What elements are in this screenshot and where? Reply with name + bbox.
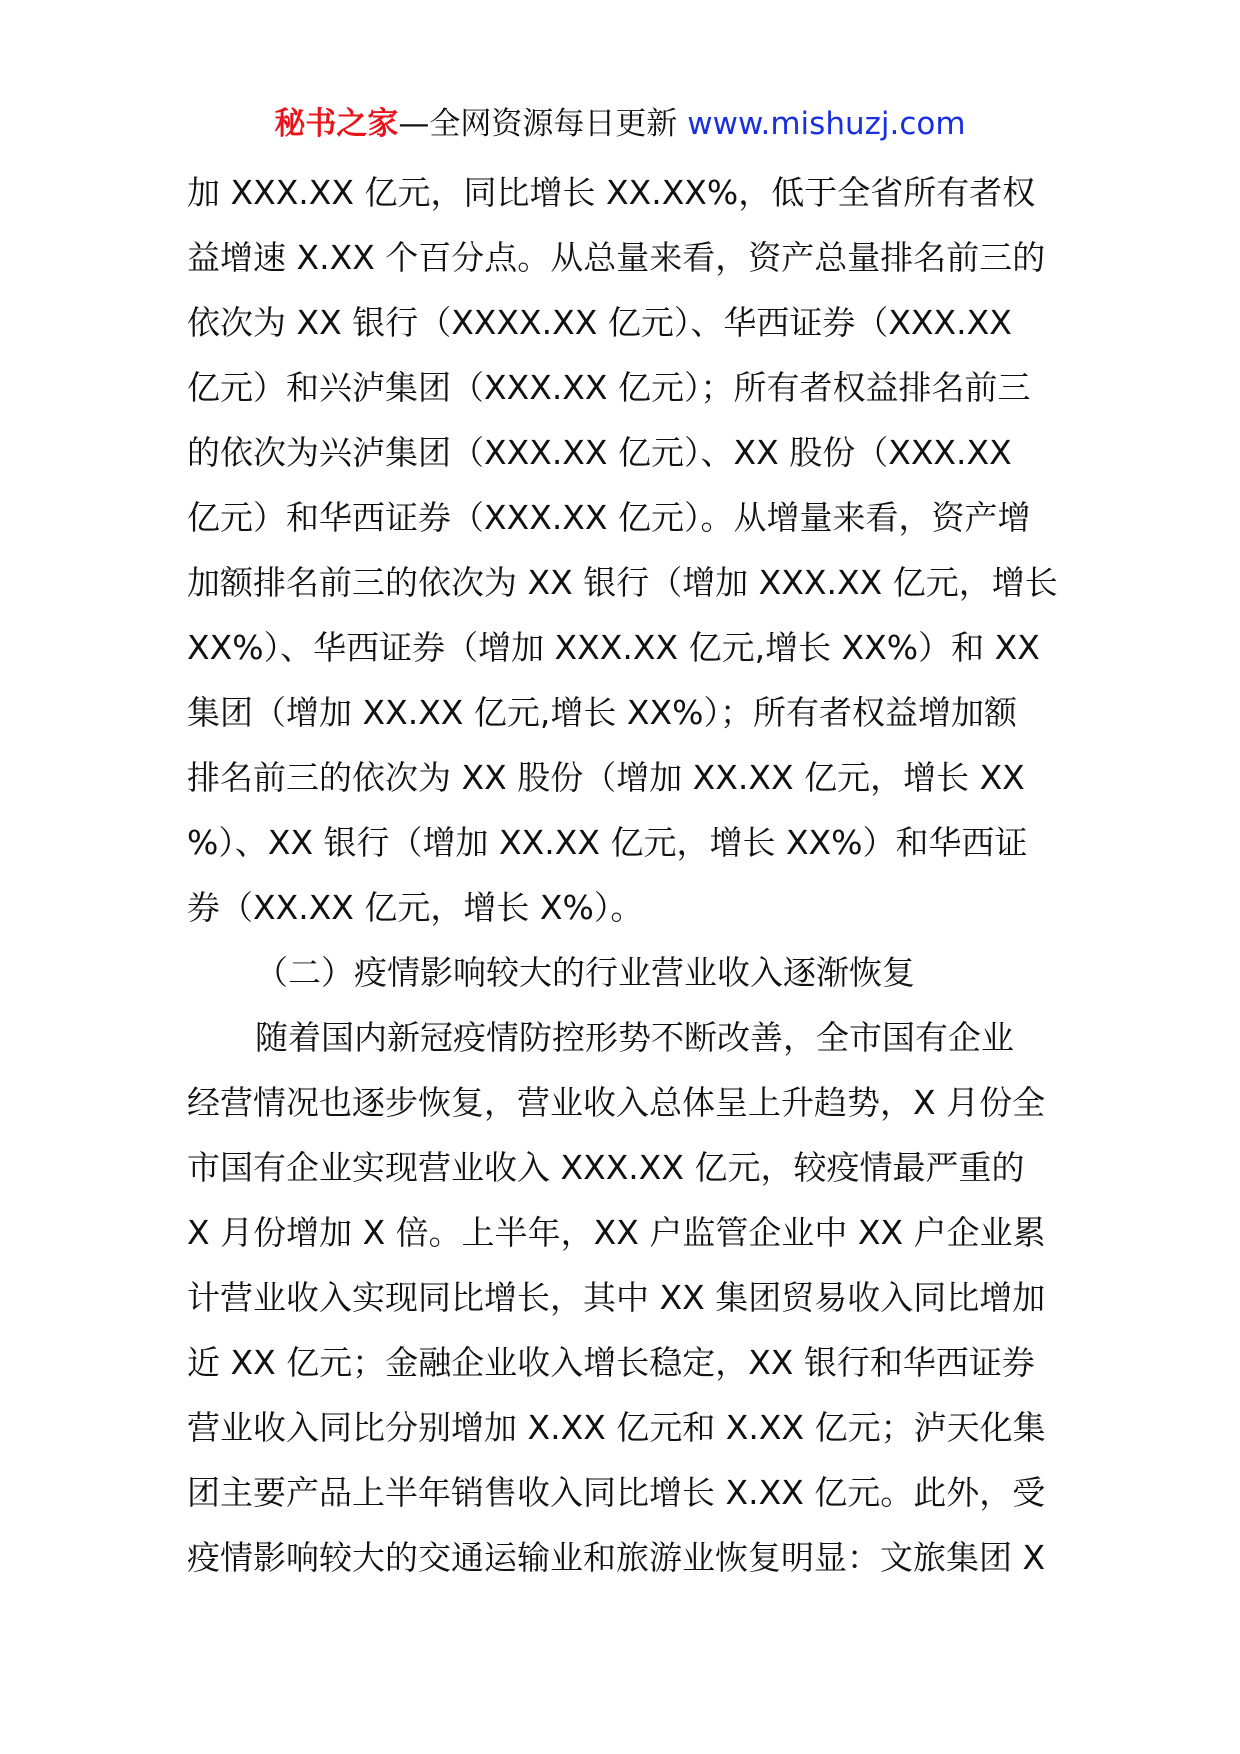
brand-name: 秘书之家	[274, 106, 399, 142]
body-line: XX%）、华西证券（增加 XXX.XX 亿元,增长 XX%）和 XX	[187, 628, 1040, 667]
body-line: 经营情况也逐步恢复，营业收入总体呈上升趋势，X 月份全	[187, 1083, 1046, 1122]
body-line: 亿元）和兴泸集团（XXX.XX 亿元）；所有者权益排名前三	[187, 368, 1031, 407]
section-heading: （二）疫情影响较大的行业营业收入逐渐恢复	[255, 953, 915, 992]
body-line: 近 XX 亿元；金融企业收入增长稳定，XX 银行和华西证券	[187, 1343, 1035, 1382]
body-line: 依次为 XX 银行（XXXX.XX 亿元）、华西证券（XXX.XX	[187, 303, 1012, 342]
body-line: 集团（增加 XX.XX 亿元,增长 XX%）；所有者权益增加额	[187, 693, 1017, 732]
body-line: 市国有企业实现营业收入 XXX.XX 亿元，较疫情最严重的	[187, 1148, 1025, 1187]
body-line: 计营业收入实现同比增长，其中 XX 集团贸易收入同比增加	[187, 1278, 1046, 1317]
header-tagline: —全网资源每日更新	[398, 106, 678, 142]
body-line: 营业收入同比分别增加 X.XX 亿元和 X.XX 亿元；泸天化集	[187, 1408, 1046, 1447]
body-line: 券（XX.XX 亿元，增长 X%）。	[187, 888, 644, 927]
body-line: X 月份增加 X 倍。上半年，XX 户监管企业中 XX 户企业累	[187, 1213, 1046, 1252]
body-line: 排名前三的依次为 XX 股份（增加 XX.XX 亿元，增长 XX	[187, 758, 1025, 797]
page-header	[0, 100, 1240, 148]
body-line: 疫情影响较大的交通运输业和旅游业恢复明显：文旅集团 X	[187, 1538, 1046, 1577]
body-line: 亿元）和华西证券（XXX.XX 亿元）。从增量来看，资产增	[187, 498, 1031, 537]
body-line: 加额排名前三的依次为 XX 银行（增加 XXX.XX 亿元，增长	[187, 563, 1058, 602]
body-line: %）、XX 银行（增加 XX.XX 亿元，增长 XX%）和华西证	[187, 823, 1028, 862]
document-body	[187, 160, 1067, 1590]
body-line: 益增速 X.XX 个百分点。从总量来看，资产总量排名前三的	[187, 238, 1046, 277]
website-link[interactable]: www.mishuzj.com	[687, 106, 966, 142]
body-line: 团主要产品上半年销售收入同比增长 X.XX 亿元。此外，受	[187, 1473, 1046, 1512]
paragraph-start: 随着国内新冠疫情防控形势不断改善，全市国有企业	[255, 1018, 1014, 1057]
body-line: 加 XXX.XX 亿元，同比增长 XX.XX%，低于全省所有者权	[187, 173, 1036, 212]
body-line: 的依次为兴泸集团（XXX.XX 亿元）、XX 股份（XXX.XX	[187, 433, 1012, 472]
